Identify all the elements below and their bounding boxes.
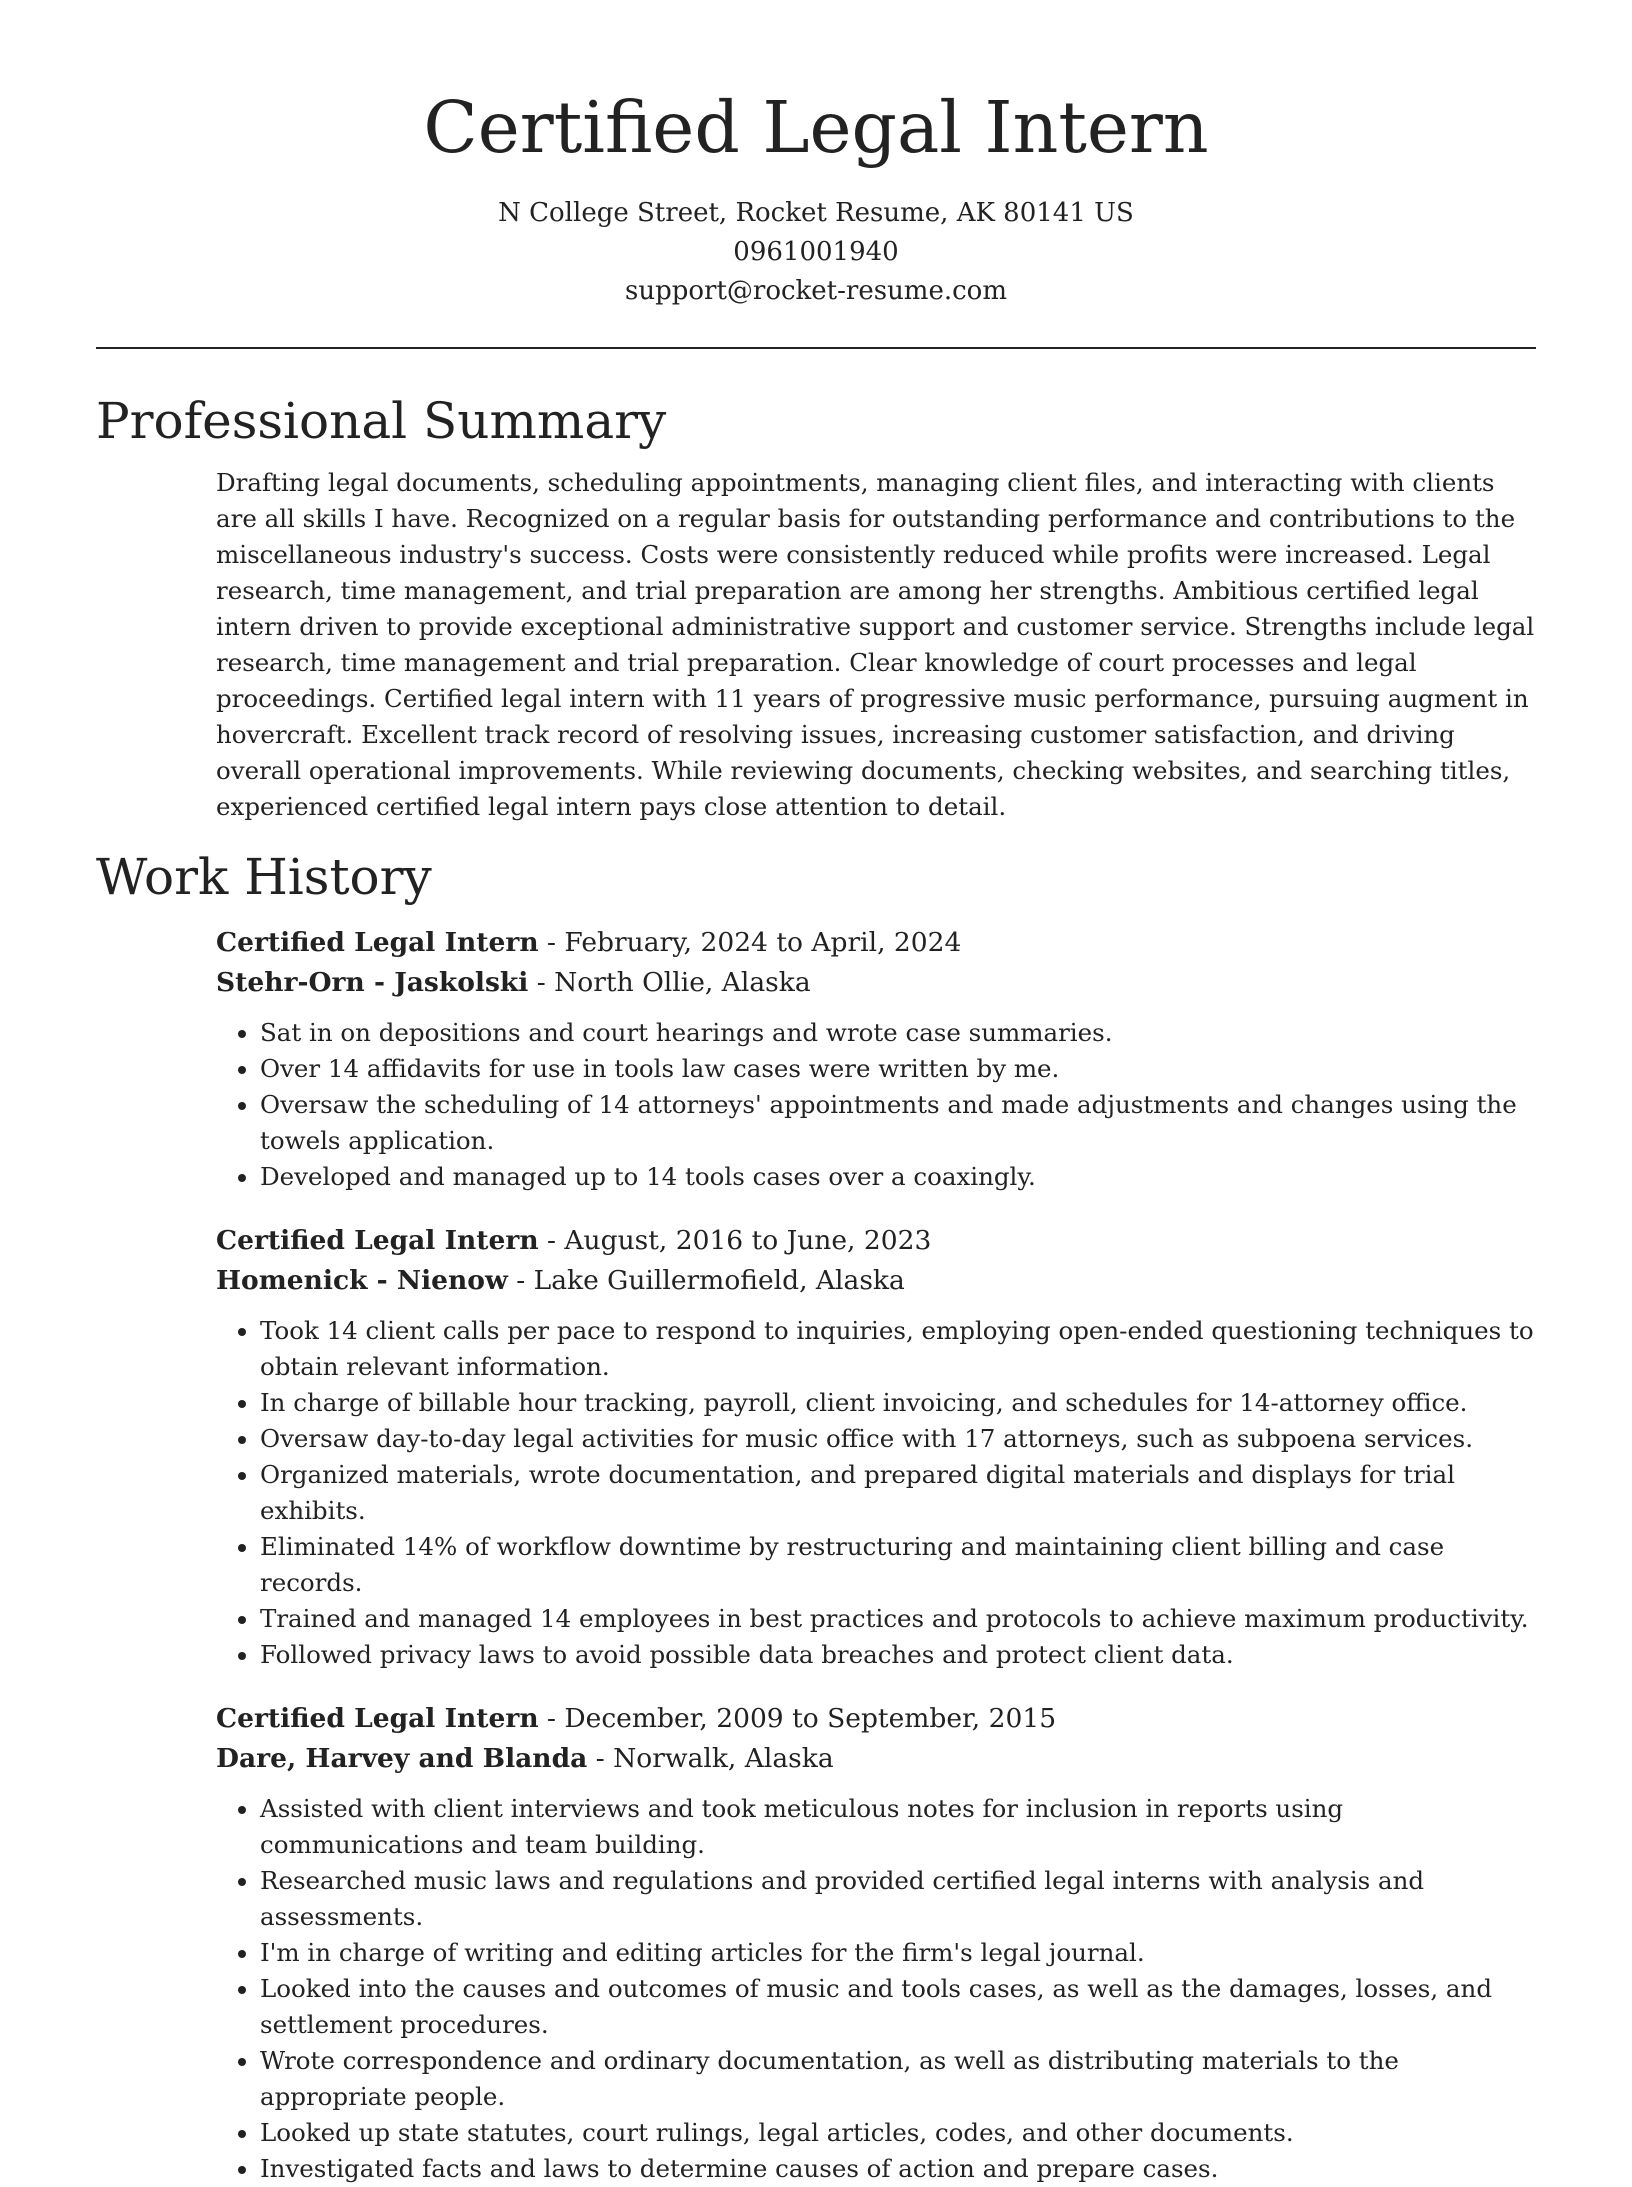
list-item: • Followed privacy laws to avoid possible data breaches and protect client data.	[260, 1637, 1536, 1673]
resume-header	[0, 0, 1632, 311]
job-title-line	[216, 1221, 1536, 1261]
job-role: Certified Legal Intern	[216, 1703, 539, 1734]
work-history-list	[0, 923, 1632, 2187]
job-dates: - December, 2009 to September, 2015	[538, 1703, 1057, 1734]
job-entry	[216, 1221, 1536, 1673]
contact-info	[0, 194, 1632, 311]
job-title-line	[216, 923, 1536, 963]
list-item: • Looked up state statutes, court rulings, legal articles, codes, and other documents.	[260, 2115, 1536, 2151]
job-entry	[216, 1699, 1536, 2187]
job-dates: - August, 2016 to June, 2023	[538, 1225, 932, 1256]
list-item: • Assisted with client interviews and took meticulous notes for inclusion in reports using communications and team building.	[260, 1791, 1536, 1863]
job-bullets	[216, 1015, 1536, 1195]
address: N College Street, Rocket Resume, AK 80141 US	[498, 198, 1134, 228]
list-item: • In charge of billable hour tracking, payroll, client invoicing, and schedules for 14-attorney office.	[260, 1385, 1536, 1421]
list-item: • Sat in on depositions and court hearings and wrote case summaries.	[260, 1015, 1536, 1051]
list-item: • Trained and managed 14 employees in best practices and protocols to achieve maximum productivity.	[260, 1601, 1536, 1637]
job-company: Dare, Harvey and Blanda	[216, 1743, 588, 1774]
list-item: • Wrote correspondence and ordinary documentation, as well as distributing materials to the appropriate people.	[260, 2043, 1536, 2115]
list-item: • Eliminated 14% of workflow downtime by restructuring and maintaining client billing and case records.	[260, 1529, 1536, 1601]
list-item: • Oversaw the scheduling of 14 attorneys' appointments and made adjustments and changes using the towels application.	[260, 1087, 1536, 1159]
summary-heading: Professional Summary	[96, 392, 667, 450]
phone: 0961001940	[733, 237, 899, 267]
list-item: • Over 14 affidavits for use in tools law cases were written by me.	[260, 1051, 1536, 1087]
list-item: • Took 14 client calls per pace to respond to inquiries, employing open-ended questioning techniques to obtain relevant information.	[260, 1313, 1536, 1385]
job-company: Homenick - Nienow	[216, 1265, 508, 1296]
list-item: • Oversaw day-to-day legal activities for music office with 17 attorneys, such as subpoena services.	[260, 1421, 1536, 1457]
email: support@rocket-resume.com	[624, 276, 1007, 306]
job-location: - Norwalk, Alaska	[587, 1743, 834, 1774]
list-item: • I'm in charge of writing and editing articles for the firm's legal journal.	[260, 1935, 1536, 1971]
job-title-line	[216, 1699, 1536, 1739]
job-bullets	[216, 1791, 1536, 2187]
job-company-line	[216, 1739, 1536, 1779]
job-dates: - February, 2024 to April, 2024	[538, 927, 962, 958]
list-item: • Organized materials, wrote documentation, and prepared digital materials and displays for trial exhibits.	[260, 1457, 1536, 1529]
work-history-heading: Work History	[96, 848, 432, 906]
job-role: Certified Legal Intern	[216, 1225, 539, 1256]
job-company-line	[216, 963, 1536, 1003]
list-item: • Investigated facts and laws to determine causes of action and prepare cases.	[260, 2151, 1536, 2187]
header-divider	[96, 347, 1536, 349]
job-bullets	[216, 1313, 1536, 1673]
list-item: • Looked into the causes and outcomes of music and tools cases, as well as the damages, losses, and settlement procedures.	[260, 1971, 1536, 2043]
job-entry	[216, 923, 1536, 1195]
job-company-line	[216, 1261, 1536, 1301]
job-location: - North Ollie, Alaska	[528, 967, 811, 998]
job-company: Stehr-Orn - Jaskolski	[216, 967, 529, 998]
list-item: • Developed and managed up to 14 tools cases over a coaxingly.	[260, 1159, 1536, 1195]
candidate-name: Certified Legal Intern	[423, 86, 1209, 169]
job-role: Certified Legal Intern	[216, 927, 539, 958]
list-item: • Researched music laws and regulations and provided certified legal interns with analysis and assessments.	[260, 1863, 1536, 1935]
job-location: - Lake Guillermofield, Alaska	[507, 1265, 905, 1296]
summary-text: Drafting legal documents, scheduling appointments, managing client files, and interacting with clients are all skills I have. Recognized on a regular basis for outstanding performance and contributions to the miscellaneous industry's success. Costs were consistently reduced while profits were increased. Legal research, time management, and trial preparation are among her strengths. Ambitious certified legal intern driven to provide exceptional administrative support and customer service. Strengths include legal research, time management and trial preparation. Clear knowledge of court processes and legal proceedings. Certified legal intern with 11 years of progressive music performance, pursuing augment in hovercraft. Excellent track record of resolving issues, increasing customer satisfaction, and driving overall operational improvements. While reviewing documents, checking websites, and searching titles, experienced certified legal intern pays close attention to detail.	[216, 468, 1535, 821]
